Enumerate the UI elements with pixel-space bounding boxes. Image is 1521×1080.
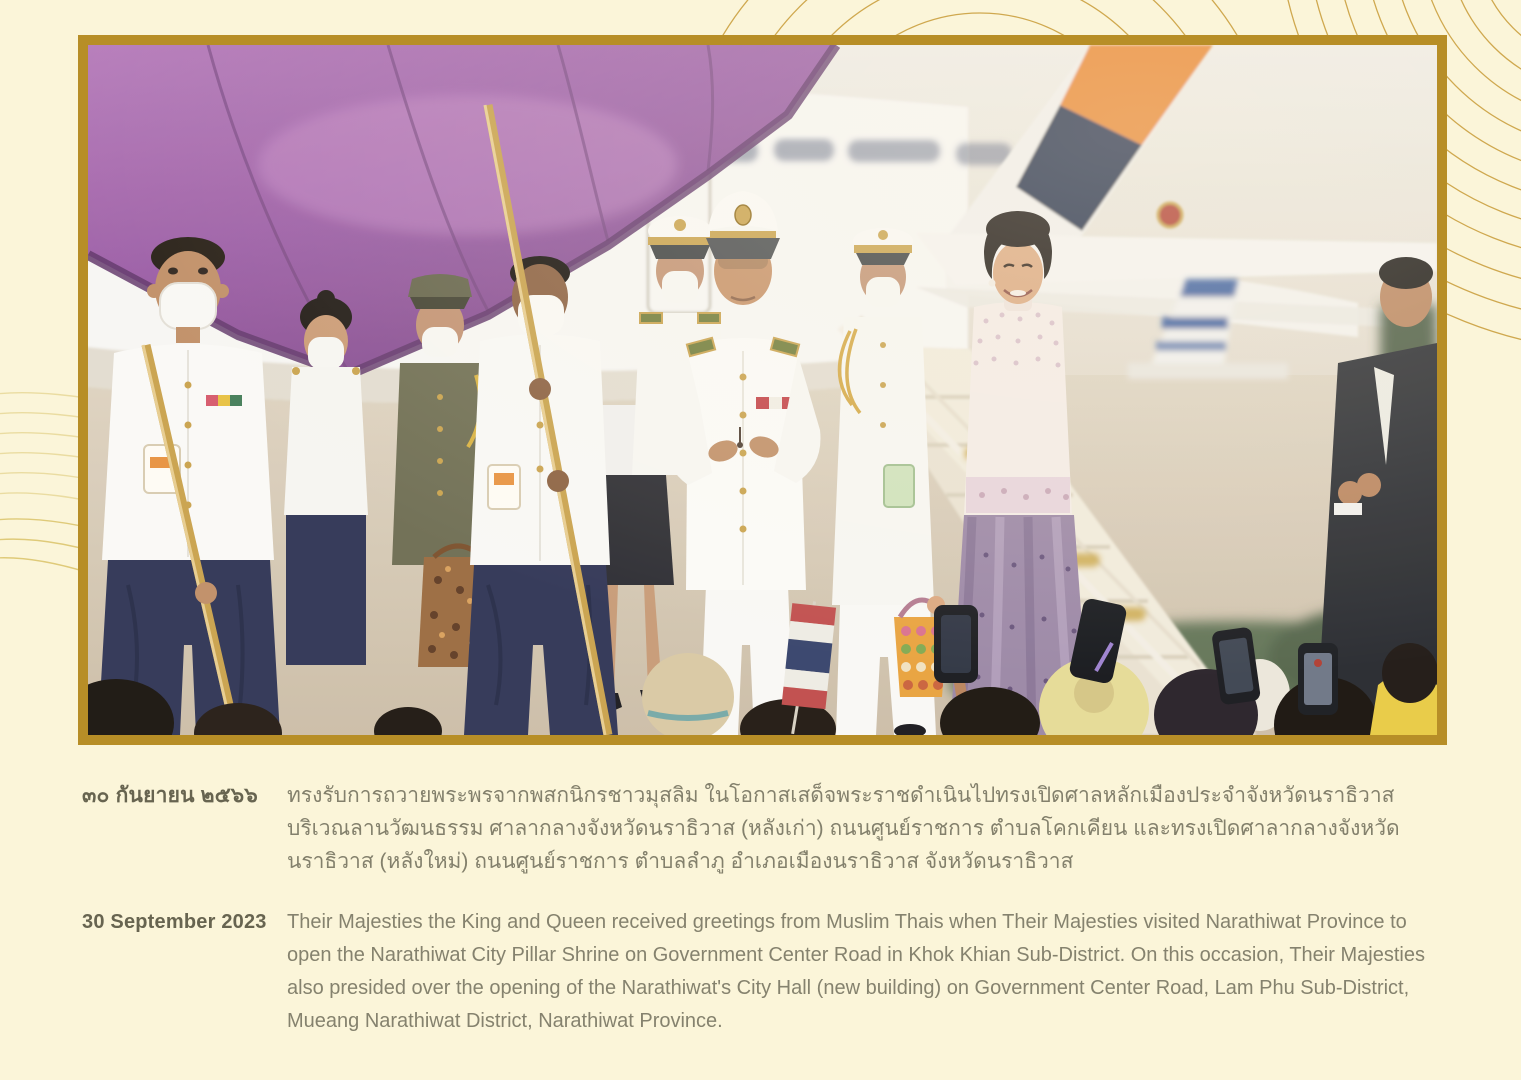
english-caption-row	[82, 906, 1438, 1038]
royal-photo	[78, 35, 1447, 745]
caption-block	[82, 779, 1438, 1038]
decorative-arcs-top-icon	[620, 0, 1320, 35]
english-date: 30 September 2023	[82, 911, 267, 933]
thai-caption-text: ทรงรับการถวายพระพรจากพสกนิกรชาวมุสลิม ในโอกาสเสด็จพระราชดำเนินไปทรงเปิดศาลหลักเมืองประจำจังหวัดนราธิวาส บริเวณลานวัฒนธรรม ศาลากลางจังหวัดนราธิวาส (หลังเก่า) ถนนศูนย์ราชการ ตำบลโคกเคียน และทรงเปิดศาลากลางจังหวัดนราธิวาส (หลังใหม่) ถนนศูนย์ราชการ ตำบลลำภู อำเภอเมืองนราธิวาส จังหวัดนราธิวาส	[287, 784, 1400, 873]
english-caption-text: Their Majesties the King and Queen received greetings from Muslim Thais when Their Majesties visited Narathiwat Province to open the Narathiwat City Pillar Shrine on Government Center Road in Khok Khian Sub-District. On this occasion, Their Majesties also presided over the opening of the Narathiwat's City Hall (new building) on Government Center Road, Lam Phu Sub-District, Mueang Narathiwat District, Narathiwat Province.	[287, 911, 1425, 1032]
photo-illustration	[88, 45, 1437, 735]
thai-date: ๓๐ กันยายน ๒๕๖๖	[82, 784, 258, 807]
thai-caption-row	[82, 779, 1438, 878]
